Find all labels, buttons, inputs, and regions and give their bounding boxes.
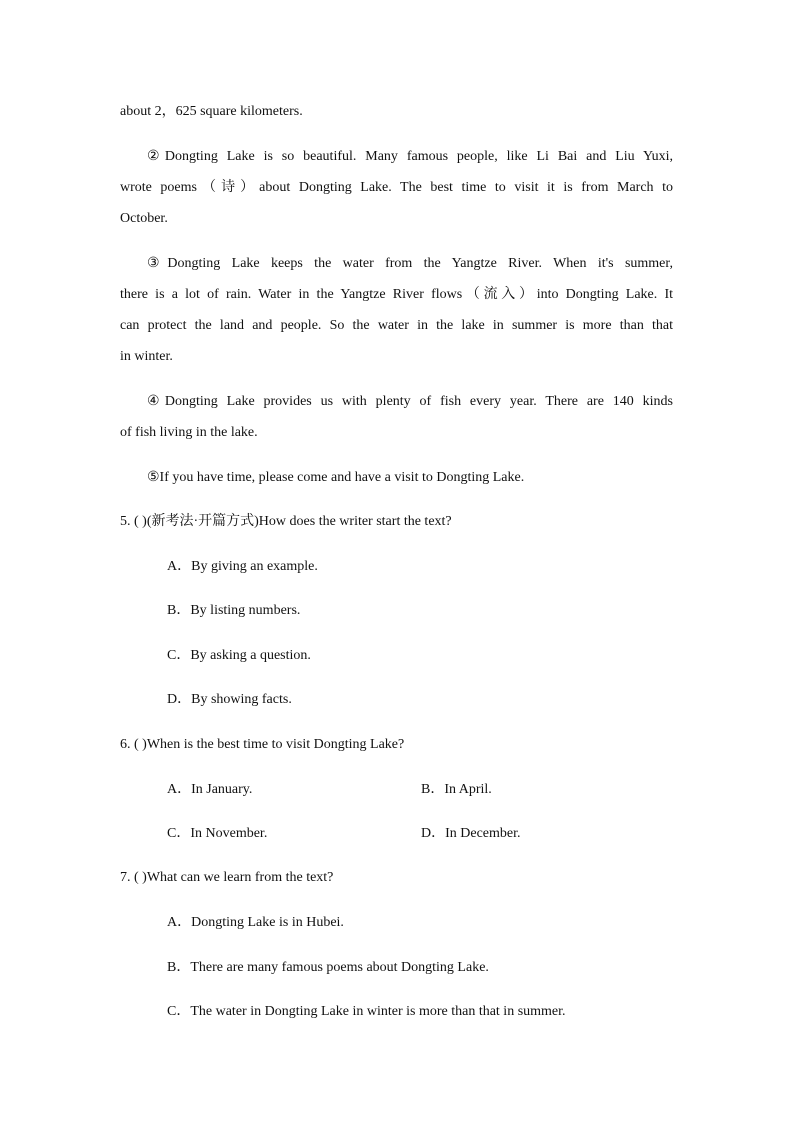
passage-line: ③Dongting Lake keeps the water from the Yangtze River. When it's summer,	[147, 256, 673, 271]
answer-option[interactable]: C．By asking a question.	[167, 648, 311, 663]
passage-line: ④Dongting Lake provides us with plenty of fish every year. There are 140 kinds	[147, 394, 673, 409]
answer-option[interactable]: A．By giving an example.	[167, 559, 318, 574]
answer-option[interactable]: B．In April.	[421, 782, 492, 797]
answer-option[interactable]: A．Dongting Lake is in Hubei.	[167, 915, 344, 930]
passage-line: can protect the land and people. So the water in the lake in summer is more than that	[120, 318, 673, 333]
passage-line: October.	[120, 211, 168, 226]
answer-option[interactable]: D．By showing facts.	[167, 692, 292, 707]
passage-line: in winter.	[120, 349, 173, 364]
answer-option[interactable]: B．There are many famous poems about Dongting Lake.	[167, 960, 489, 975]
passage-line: ②Dongting Lake is so beautiful. Many famous people, like Li Bai and Liu Yuxi,	[147, 149, 673, 164]
question-stem: 7. ( )What can we learn from the text?	[120, 870, 334, 885]
answer-option[interactable]: A．In January.	[167, 782, 253, 797]
passage-line: of fish living in the lake.	[120, 425, 258, 440]
answer-option[interactable]: C．In November.	[167, 826, 268, 841]
question-stem: 5. ( )(新考法·开篇方式)How does the writer start the text?	[120, 514, 452, 529]
passage-line: about 2，625 square kilometers.	[120, 104, 303, 119]
answer-option[interactable]: D．In December.	[421, 826, 521, 841]
passage-line: wrote poems（诗）about Dongting Lake. The best time to visit it is from March to	[120, 180, 673, 195]
passage-line: there is a lot of rain. Water in the Yangtze River flows（流入）into Dongting Lake. It	[120, 287, 673, 302]
answer-option[interactable]: C．The water in Dongting Lake in winter is more than that in summer.	[167, 1004, 566, 1019]
question-stem: 6. ( )When is the best time to visit Dongting Lake?	[120, 737, 405, 752]
answer-option[interactable]: B．By listing numbers.	[167, 603, 301, 618]
passage-line: ⑤If you have time, please come and have a visit to Dongting Lake.	[147, 470, 525, 485]
